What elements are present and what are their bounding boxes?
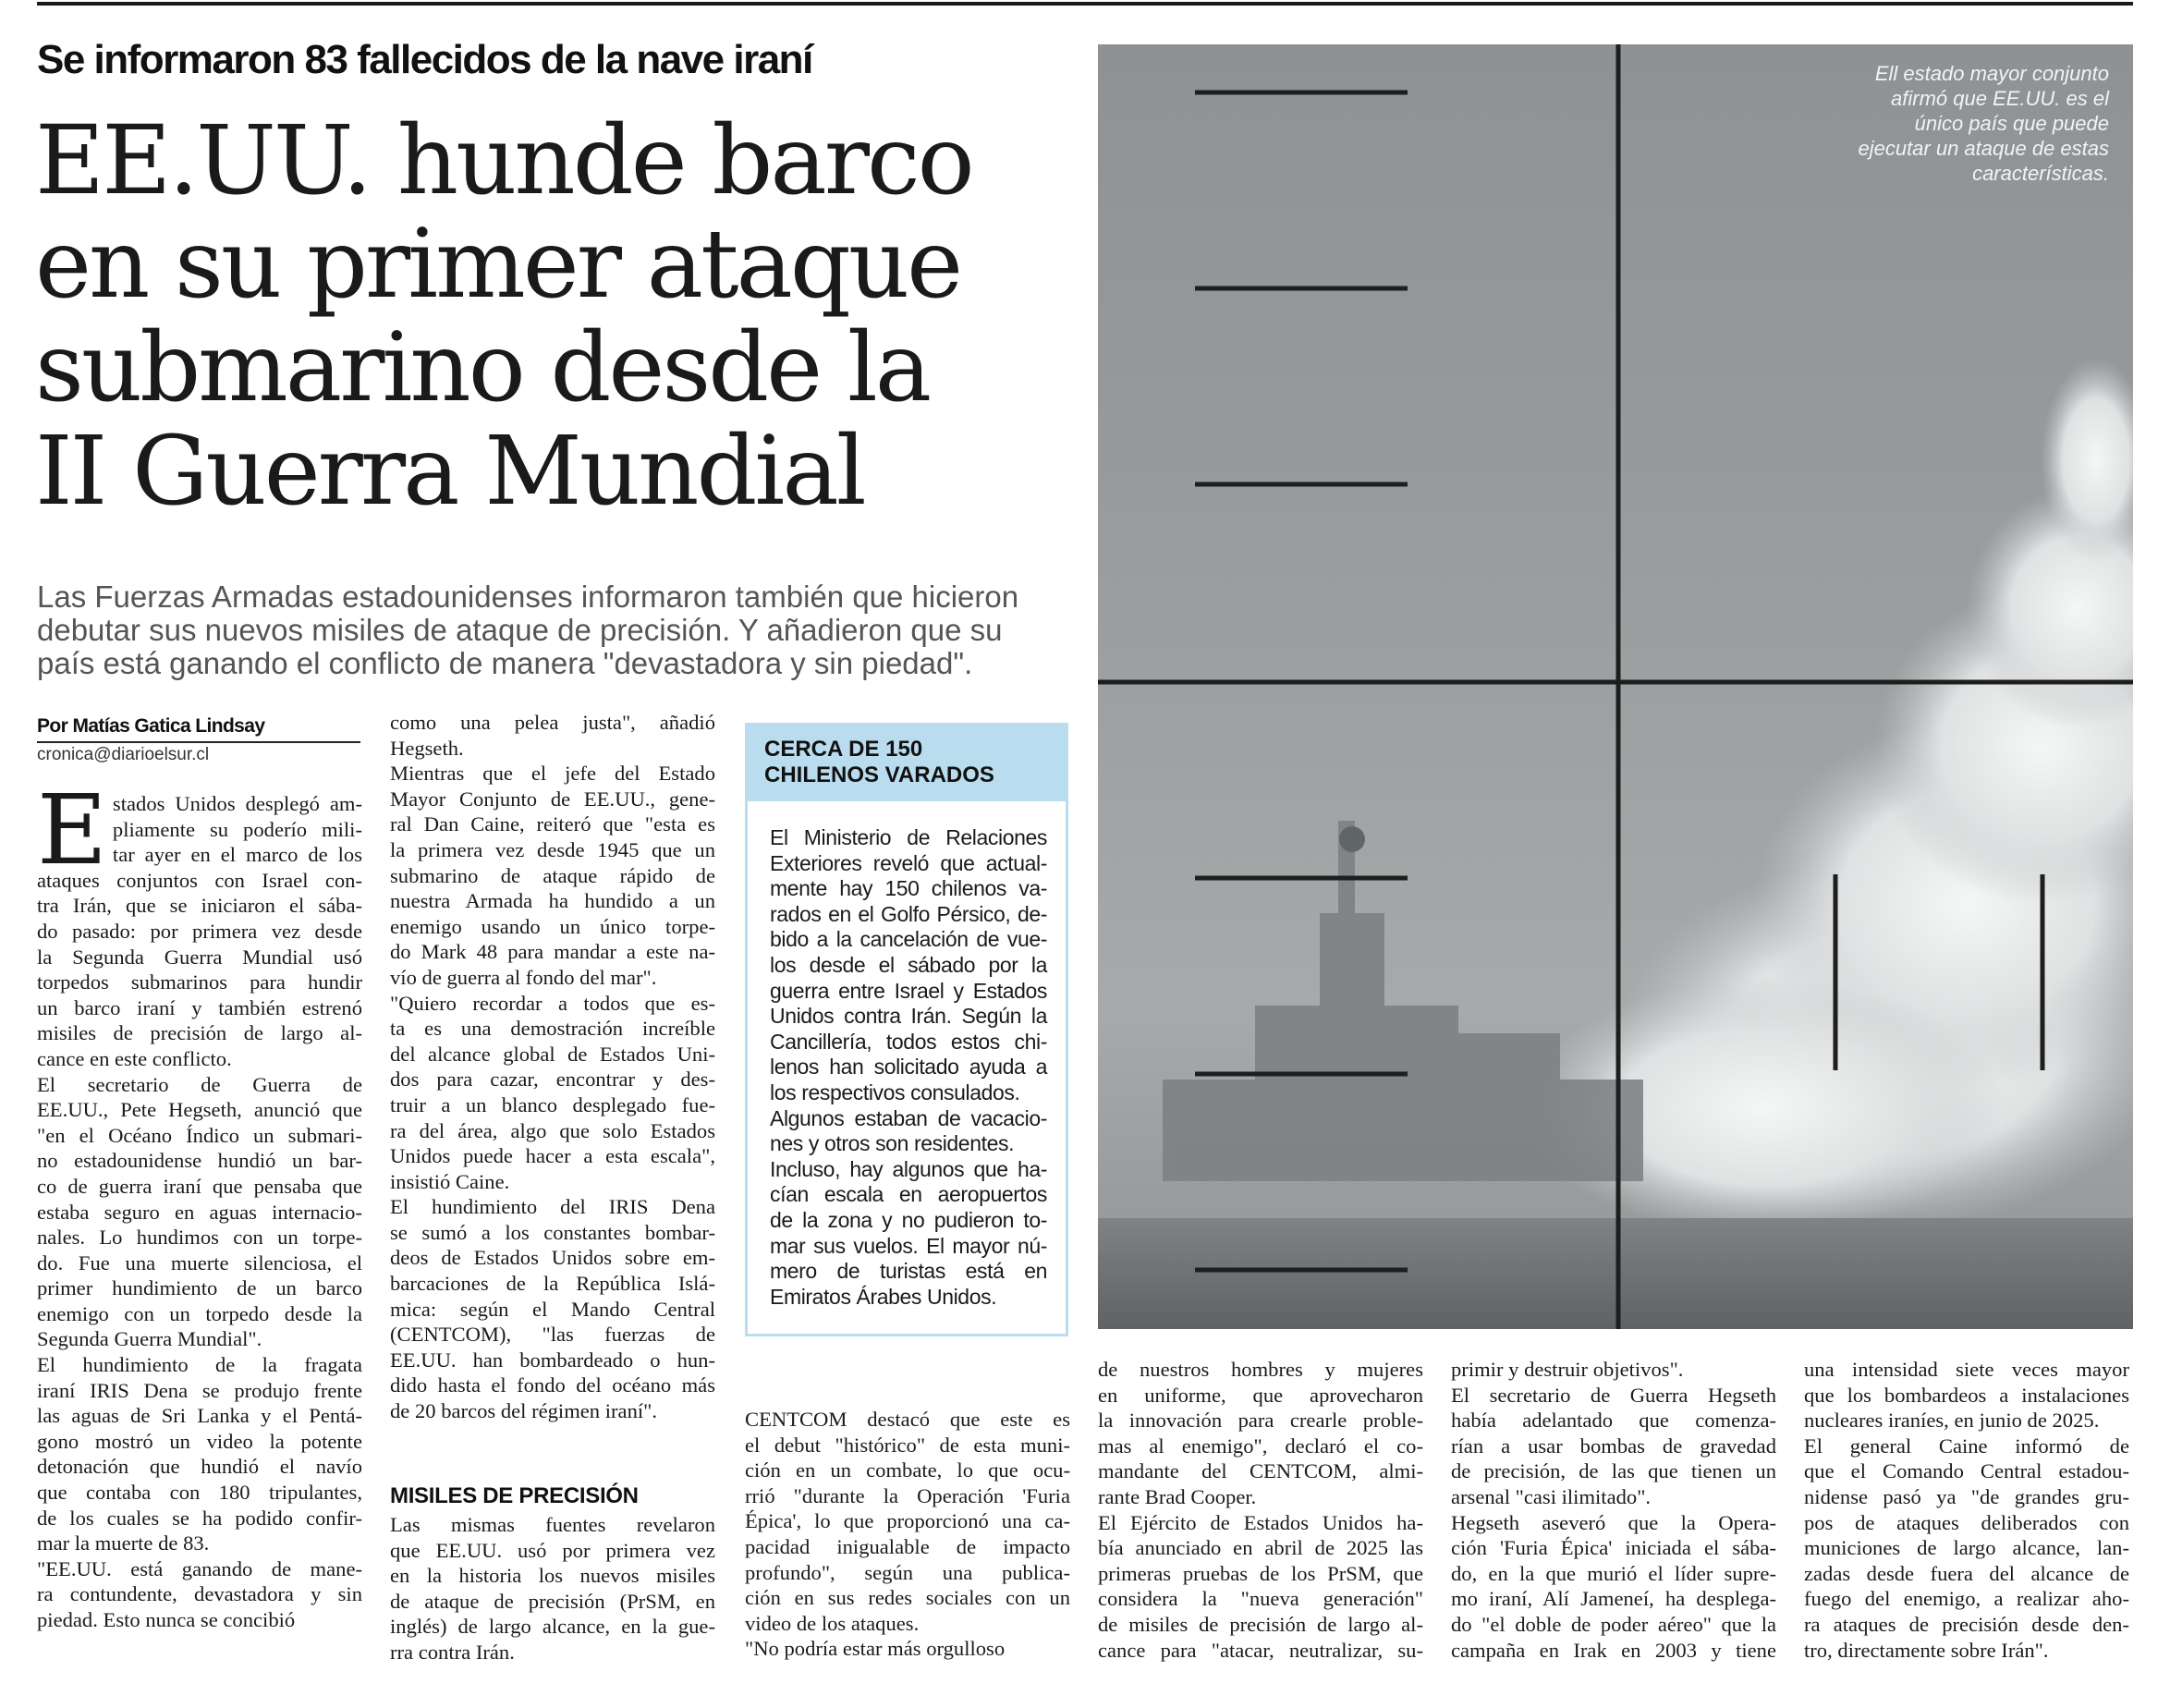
text-line: de los cuales se ha podido confir-: [37, 1506, 362, 1530]
text-line: misiles de precisión de largo al-: [37, 1021, 362, 1045]
text-line: primer hundimiento de un barco: [37, 1276, 362, 1300]
text-line: en uniforme, que aprovecharon: [1098, 1383, 1423, 1407]
text-line: dos para cazar, encontrar y des-: [390, 1068, 715, 1092]
text-line: do "el doble de poder aéreo" que la: [1451, 1612, 1776, 1636]
text-line: mo iraní, Alí Jameneí, ha desplega-: [1451, 1587, 1776, 1611]
text-line: campaña en Irak en 2003 y tiene: [1451, 1638, 1776, 1662]
byline-email: cronica@diarioelsur.cl: [37, 745, 210, 764]
text-line: nes y otros son residentes.: [770, 1131, 1015, 1156]
text-line: tro, directamente sobre Irán".: [1804, 1638, 2049, 1662]
text-line: do, en la que murió el líder supre-: [1451, 1561, 1776, 1585]
kicker: Se informaron 83 fallecidos de la nave iraní: [37, 37, 812, 82]
deck-line: país está ganando el conflicto de manera "devastadora y sin piedad".: [37, 646, 973, 680]
text-line: profundo", según una publica-: [745, 1560, 1070, 1584]
text-line: rían a usar bombas de gravedad: [1451, 1434, 1776, 1458]
text-line: Épica', lo que proporcionó una ca-: [745, 1509, 1070, 1533]
text-line: do. Fue una muerte silenciosa, el: [37, 1250, 362, 1275]
text-line: primir y destruir objetivos".: [1451, 1358, 1684, 1381]
sidebar-body: [770, 825, 1047, 1310]
text-line: torpedos submarinos para hundir: [37, 970, 362, 994]
article-column-6: [1804, 1357, 2129, 1663]
text-line: ral Dan Caine, reiteró que "esta es: [390, 812, 715, 836]
text-line: nales. Lo hundimos con un torpe-: [37, 1226, 362, 1250]
article-column-2: [390, 710, 715, 1424]
text-line: de 20 barcos del régimen iraní".: [390, 1399, 658, 1423]
text-line: submarino de ataque rápido de: [390, 863, 715, 887]
text-line: que el Comando Central estadou-: [1804, 1459, 2129, 1483]
text-line: deos de Estados Unidos sobre em-: [390, 1246, 715, 1270]
text-line: estaba seguro en aguas internacio-: [37, 1200, 362, 1224]
text-line: como una pelea justa", añadió: [390, 711, 715, 734]
text-line: la primera vez desde 1945 que un: [390, 837, 715, 861]
text-line: tar ayer en el marco de los: [112, 843, 362, 867]
caption-line: afirmó que EE.UU. es el: [1891, 87, 2109, 110]
text-line: stados Unidos desplegó am-: [112, 792, 362, 815]
text-line: ra del área, algo que solo Estados: [390, 1118, 715, 1142]
text-line: las aguas de Sri Lanka y el Pentá-: [37, 1404, 362, 1428]
photo-scene: [1098, 44, 2133, 1329]
text-line: ción en un combate, lo que ocu-: [745, 1458, 1070, 1482]
headline-line: submarino desde la: [35, 312, 930, 423]
text-line: rante Brad Cooper.: [1098, 1484, 1257, 1508]
text-line: dido hasta el fondo del océano más: [390, 1373, 715, 1397]
sidebar-title: [748, 726, 1066, 801]
text-line: ta es una demostración increíble: [390, 1017, 715, 1041]
headline-line: II Guerra Mundial: [35, 416, 864, 527]
text-line: Hegseth.: [390, 736, 464, 760]
text-line: El secretario de Guerra de: [37, 1072, 362, 1096]
article-column-1: [37, 774, 362, 1633]
text-line: gono mostró un video la potente: [37, 1429, 362, 1453]
text-line: los desde el sábado por la: [770, 952, 1047, 977]
text-line: EE.UU. han bombardeado o hun-: [390, 1348, 715, 1372]
text-line: pos de ataques deliberados con: [1804, 1510, 2129, 1534]
text-line: de nuestros hombres y mujeres: [1098, 1358, 1423, 1381]
text-line: Segunda Guerra Mundial".: [37, 1327, 262, 1351]
text-line: mas al enemigo", declaró el co-: [1098, 1434, 1423, 1458]
text-line: Hegseth aseveró que la Opera-: [1451, 1510, 1776, 1534]
text-line: (CENTCOM), "las fuerzas de: [390, 1323, 715, 1347]
text-line: bía anunciado en abril de 2025 las: [1098, 1536, 1423, 1560]
text-line: guerra entre Israel y Estados: [770, 978, 1047, 1003]
text-line: piedad. Esto nunca se concibió: [37, 1608, 296, 1631]
text-line: rados en el Golfo Pérsico, de-: [770, 901, 1047, 926]
text-line: primeras pruebas de los PrSM, que: [1098, 1561, 1423, 1585]
text-line: Unidos contra Irán. Según la: [770, 1004, 1047, 1029]
ship-silhouette: [1163, 821, 1643, 1181]
text-line: zadas desde fuera del alcance de: [1804, 1561, 2129, 1585]
headline-line: en su primer ataque: [35, 209, 961, 320]
text-line: había adelantado que comenza-: [1451, 1409, 1776, 1433]
text-line: iraní IRIS Dena se produjo frente: [37, 1378, 362, 1402]
deck-line: Las Fuerzas Armadas estadounidenses informaron también que hicieron: [37, 580, 1019, 614]
text-line: los respectivos consulados.: [770, 1080, 1020, 1104]
sidebar-title-line: CHILENOS VARADOS: [764, 762, 994, 787]
text-line: cance para "atacar, neutralizar, su-: [1098, 1638, 1423, 1662]
text-line: una intensidad siete veces mayor: [1804, 1358, 2129, 1381]
caption-line: características.: [1972, 162, 2109, 185]
text-line: enemigo usando un único torpe-: [390, 914, 715, 938]
text-line: nidense pasó ya "de grandes gru-: [1804, 1484, 2129, 1508]
text-line: arsenal "casi ilimitado".: [1451, 1484, 1652, 1508]
text-line: Exteriores reveló que actual-: [770, 850, 1047, 875]
text-line: se sumó a los constantes bombar-: [390, 1220, 715, 1244]
text-line: El Ministerio de Relaciones: [770, 825, 1047, 849]
text-line: mero de turistas está en: [770, 1259, 1047, 1284]
text-line: CENTCOM destacó que este es: [745, 1408, 1070, 1431]
caption-line: único país que puede: [1914, 112, 2109, 135]
sidebar-box: [745, 723, 1068, 1336]
text-line: cance en este conflicto.: [37, 1046, 232, 1070]
text-line: cían escala en aeropuertos: [770, 1182, 1047, 1207]
text-line: nuestra Armada ha hundido a un: [390, 889, 715, 913]
headline: [35, 105, 1070, 527]
text-line: Cancillería, todos estos chi-: [770, 1029, 1047, 1054]
text-line: video de los ataques.: [745, 1611, 920, 1635]
text-line: mica: según el Mando Central: [390, 1297, 715, 1321]
text-line: Algunos estaban de vacacio-: [770, 1105, 1047, 1130]
text-line: no estadounidense hundió un bar-: [37, 1149, 362, 1173]
text-line: un barco iraní y también estrenó: [37, 995, 362, 1019]
text-line: que contaba con 180 tripulantes,: [37, 1481, 362, 1505]
subhead-misiles: MISILES DE PRECISIÓN: [390, 1483, 639, 1508]
text-line: en la historia los nuevos misiles: [390, 1564, 715, 1588]
text-line: ra contundente, devastadora y sin: [37, 1582, 362, 1606]
text-line: ra ataques de precisión desde den-: [1804, 1612, 2129, 1636]
article-column-2-bottom: [390, 1512, 715, 1665]
text-line: "EE.UU. está ganando de mane-: [37, 1556, 362, 1580]
text-line: rra contra Irán.: [390, 1640, 515, 1664]
text-line: municiones de largo alcance, lan-: [1804, 1536, 2129, 1560]
text-line: El Ejército de Estados Unidos ha-: [1098, 1510, 1423, 1534]
dropcap: E: [37, 774, 107, 886]
text-line: EE.UU., Pete Hegseth, anunció que: [37, 1098, 362, 1122]
text-line: Mientras que el jefe del Estado: [390, 762, 715, 786]
sea: [1098, 1218, 2133, 1329]
photo-caption: [1804, 61, 2109, 186]
text-line: considera la "nueva generación": [1098, 1587, 1423, 1611]
text-line: mar sus vuelos. El mayor nú-: [770, 1233, 1047, 1258]
text-line: Unidos puede hacer a esta escala",: [390, 1144, 715, 1168]
text-line: nucleares iraníes, en junio de 2025.: [1804, 1409, 2100, 1433]
text-line: "en el Océano Índico un submari-: [37, 1123, 362, 1147]
text-line: de ataque de precisión (PrSM, en: [390, 1589, 715, 1613]
text-line: la innovación para crearle proble-: [1098, 1409, 1423, 1433]
article-column-4: [1098, 1357, 1423, 1663]
text-line: barcaciones de la República Islá-: [390, 1272, 715, 1296]
text-line: enemigo con un torpedo desde la: [37, 1301, 362, 1325]
top-rule: [37, 2, 2133, 6]
article-column-5: [1451, 1357, 1776, 1663]
text-line: El secretario de Guerra Hegseth: [1451, 1383, 1776, 1407]
text-line: do Mark 48 para mandar a este na-: [390, 940, 715, 964]
text-line: que EE.UU. usó por primera vez: [390, 1538, 715, 1562]
text-line: El hundimiento del IRIS Dena: [390, 1195, 715, 1219]
deck-line: debutar sus nuevos misiles de ataque de precisión. Y añadieron que su: [37, 613, 1003, 647]
article-column-3: [745, 1407, 1070, 1662]
text-line: ción 'Furia Épica' iniciada el sába-: [1451, 1536, 1776, 1560]
text-line: mandante del CENTCOM, almi-: [1098, 1459, 1423, 1483]
text-line: detonación que hundió el navío: [37, 1455, 362, 1479]
text-line: la Segunda Guerra Mundial usó: [37, 945, 362, 969]
text-line: truir a un blanco desplegado fue-: [390, 1092, 715, 1116]
text-line: El general Caine informó de: [1804, 1434, 2129, 1458]
periscope-photo: [1098, 44, 2133, 1329]
text-line: el debut "histórico" de esta muni-: [745, 1433, 1070, 1457]
text-line: Las mismas fuentes revelaron: [390, 1513, 715, 1536]
text-line: "No podría estar más orgulloso: [745, 1637, 1006, 1661]
text-line: Incluso, hay algunos que ha-: [770, 1156, 1047, 1181]
text-line: ción en sus redes sociales con un: [745, 1586, 1070, 1610]
text-line: El hundimiento de la fragata: [37, 1353, 362, 1377]
text-line: pacidad inigualable de impacto: [745, 1534, 1070, 1558]
text-line: del alcance global de Estados Uni-: [390, 1042, 715, 1066]
text-line: "Quiero recordar a todos que es-: [390, 991, 715, 1015]
caption-line: Ell estado mayor conjunto: [1874, 62, 2109, 85]
text-line: mente hay 150 chilenos va-: [770, 876, 1047, 901]
text-line: de precisión, de las que tienen un: [1451, 1459, 1776, 1483]
text-line: que los bombardeos a instalaciones: [1804, 1383, 2129, 1407]
text-line: fuego del enemigo, a realizar aho-: [1804, 1587, 2129, 1611]
caption-line: ejecutar un ataque de estas: [1858, 137, 2109, 160]
text-line: bido a la cancelación de vue-: [770, 927, 1047, 952]
text-line: do pasado: por primera vez desde: [37, 919, 362, 943]
text-line: inglés) de largo alcance, en la gue-: [390, 1615, 715, 1639]
text-line: insistió Caine.: [390, 1169, 510, 1193]
text-line: rrió "durante la Operación 'Furia: [745, 1483, 1070, 1507]
text-line: ataques conjuntos con Israel con-: [37, 868, 362, 892]
byline: Por Matías Gatica Lindsay: [37, 715, 360, 743]
text-line: lenos han solicitado ayuda a: [770, 1055, 1047, 1080]
text-line: Mayor Conjunto de EE.UU., gene-: [390, 787, 715, 811]
deck: [37, 580, 1081, 680]
text-line: co de guerra iraní que pensaba que: [37, 1174, 362, 1198]
text-line: mar la muerte de 83.: [37, 1531, 210, 1556]
sidebar-title-line: CERCA DE 150: [764, 737, 923, 762]
text-line: de la zona y no pudieron to-: [770, 1207, 1047, 1232]
text-line: de misiles de precisión de largo al-: [1098, 1612, 1423, 1636]
headline-line: EE.UU. hunde barco: [35, 105, 972, 216]
text-line: tra Irán, que se iniciaron el sába-: [37, 894, 362, 918]
text-line: pliamente su poderío mili-: [112, 817, 362, 841]
text-line: vío de guerra al fondo del mar".: [390, 965, 657, 989]
text-line: Emiratos Árabes Unidos.: [770, 1284, 997, 1309]
